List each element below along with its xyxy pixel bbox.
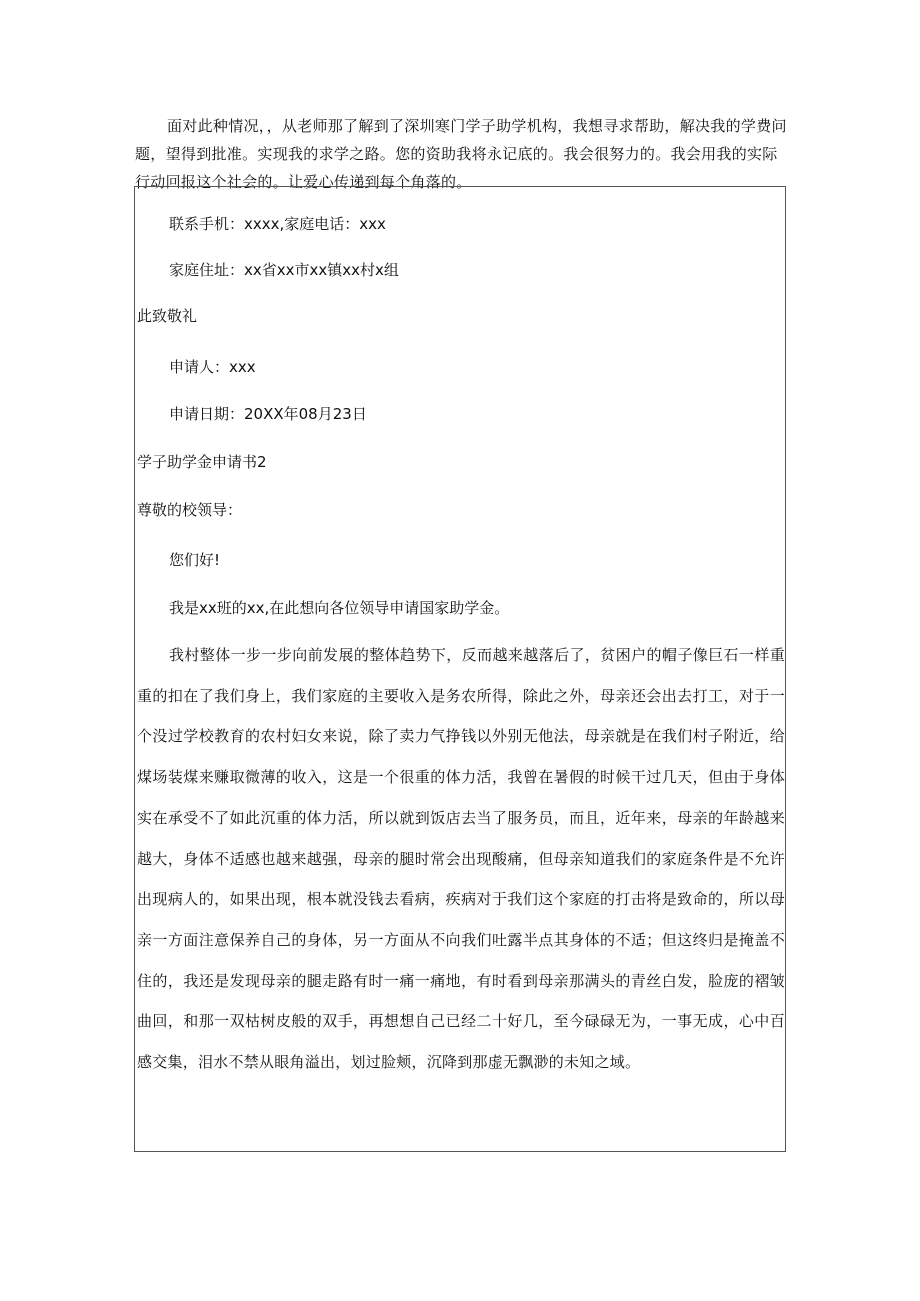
contact-phone: 联系手机：xxxx,家庭电话：xxx bbox=[169, 215, 386, 233]
intro-paragraph: 面对此种情况，，从老师那了解到了深圳寒门学子助学机构，我想寻求帮助，解决我的学费问题，望得到批准。实现我的求学之路。您的资助我将永记底的。我会很努力的。我会用我的实际行动回报这个社会的。让爱心传递到每个角落的。 bbox=[135, 117, 787, 191]
applicant-name: 申请人：xxx bbox=[169, 358, 256, 376]
contact-address: 家庭住址：xx省xx市xx镇xx村x组 bbox=[169, 261, 399, 279]
application-date: 申请日期：20XX年08月23日 bbox=[169, 405, 367, 423]
letter-frame bbox=[134, 186, 786, 1152]
document-title: 学子助学金申请书2 bbox=[137, 453, 267, 471]
greeting: 您们好! bbox=[169, 551, 221, 569]
closing-salutation: 此致敬礼 bbox=[137, 307, 198, 325]
body-paragraph: 我村整体一步一步向前发展的整体趋势下，反而越来越落后了，贫困户的帽子像巨石一样重重的扣在了我们身上，我们家庭的主要收入是务农所得，除此之外，母亲还会出去打工，对于一个没过学校教育的农村妇女来说，除了卖力气挣钱以外别无他法，母亲就是在我们村子附近，给煤场装煤来赚取微薄的收入，这是一个很重的体力活，我曾在暑假的时候干过几天，但由于身体实在承受不了如此沉重的体力活，所以就到饭店去当了服务员，而且，近年来，母亲的年龄越来越大，身体不适感也越来越强，母亲的腿时常会出现酸痛，但母亲知道我们的家庭条件是不允许出现病人的，如果出现，根本就没钱去看病，疾病对于我们这个家庭的打击将是致命的，所以母亲一方面注意保养自己的身体，另一方面从不向我们吐露半点其身体的不适；但这终归是掩盖不住的，我还是发现母亲的腿走路有时一痛一痛地，有时看到母亲那满头的青丝白发，脸庞的褶皱曲回，和那一双枯树皮般的双手，再想想自己已经二十好几，至今碌碌无为，一事无成，心中百感交集，泪水不禁从眼角溢出，划过脸颊，沉降到那虚无飘渺的未知之域。 bbox=[137, 646, 785, 1072]
salutation: 尊敬的校领导： bbox=[137, 501, 243, 519]
opening-sentence: 我是xx班的xx,在此想向各位领导申请国家助学金。 bbox=[169, 599, 510, 617]
